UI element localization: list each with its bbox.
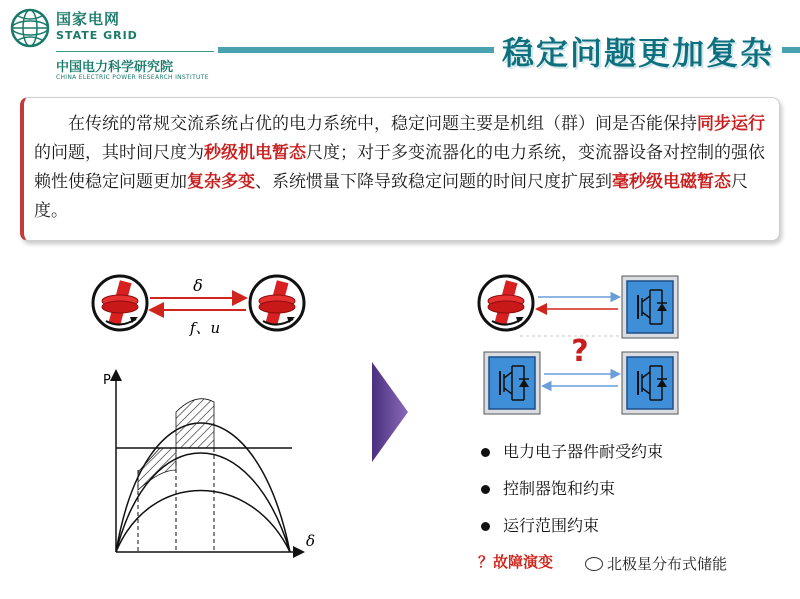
delta-label: δ: [193, 276, 203, 295]
question-mark: ?: [571, 334, 589, 369]
converter-bottom-left: [484, 352, 540, 414]
watermark: [585, 553, 731, 574]
highlight-seconds: 秒级机电暂态: [204, 143, 306, 163]
transition-arrow: [372, 362, 408, 462]
rotor-right: [250, 276, 304, 330]
list-item: [475, 438, 663, 475]
rotor-right-diagram: [479, 276, 533, 330]
highlight-complex: 复杂多变: [187, 172, 255, 192]
slide-title: 稳定问题更加复杂: [494, 28, 782, 74]
watermark-text: 北极星分布式储能: [607, 555, 728, 573]
highlight-milliseconds: 毫秒级电磁暂态: [612, 172, 731, 192]
org-name-en: STATE GRID: [56, 29, 138, 42]
bullet-icon: [481, 485, 490, 494]
fu-label: f、u: [189, 319, 221, 337]
converter-top: [622, 276, 678, 338]
power-angle-curve: [103, 372, 315, 552]
constraint-list: [475, 438, 663, 549]
list-item: [475, 475, 663, 512]
text-part-4: 、系统惯量下降导致稳定问题的时间尺度扩展到: [255, 172, 612, 192]
bullet-text: 电力电子器件耐受约束: [503, 442, 664, 461]
institute-name-en: CHINA ELECTRIC POWER RESEARCH INSTITUTE: [56, 74, 209, 81]
institute-name-cn: 中国电力科学研究院: [56, 60, 174, 75]
list-item: [475, 512, 663, 549]
text-part-5: 尺度。: [34, 172, 748, 221]
org-name-cn: 国家电网: [56, 10, 121, 28]
bullet-text: 运行范围约束: [503, 516, 600, 535]
wechat-icon: [585, 557, 603, 571]
bullet-icon: [481, 522, 490, 531]
delta-axis-label: δ: [306, 532, 316, 550]
bullet-text: 控制器饱和约束: [503, 479, 616, 498]
text-part-1: 在传统的常规交流系统占优的电力系统中，稳定问题主要是机组（群）间是否能保持: [68, 114, 697, 134]
p-axis-label: P: [103, 373, 111, 388]
bullet-icon: [481, 448, 490, 457]
fault-text: ？故障演变: [478, 553, 554, 571]
converter-bottom-right: [622, 352, 678, 414]
highlight-sync: 同步运行: [697, 114, 765, 134]
text-part-2: 的问题，其时间尺度为: [34, 143, 204, 163]
rotor-left: [93, 276, 147, 330]
text-part-3: 尺度；对于多变流器化的电力系统，变流器设备对控制的强依赖性使稳定问题更加: [34, 143, 765, 192]
